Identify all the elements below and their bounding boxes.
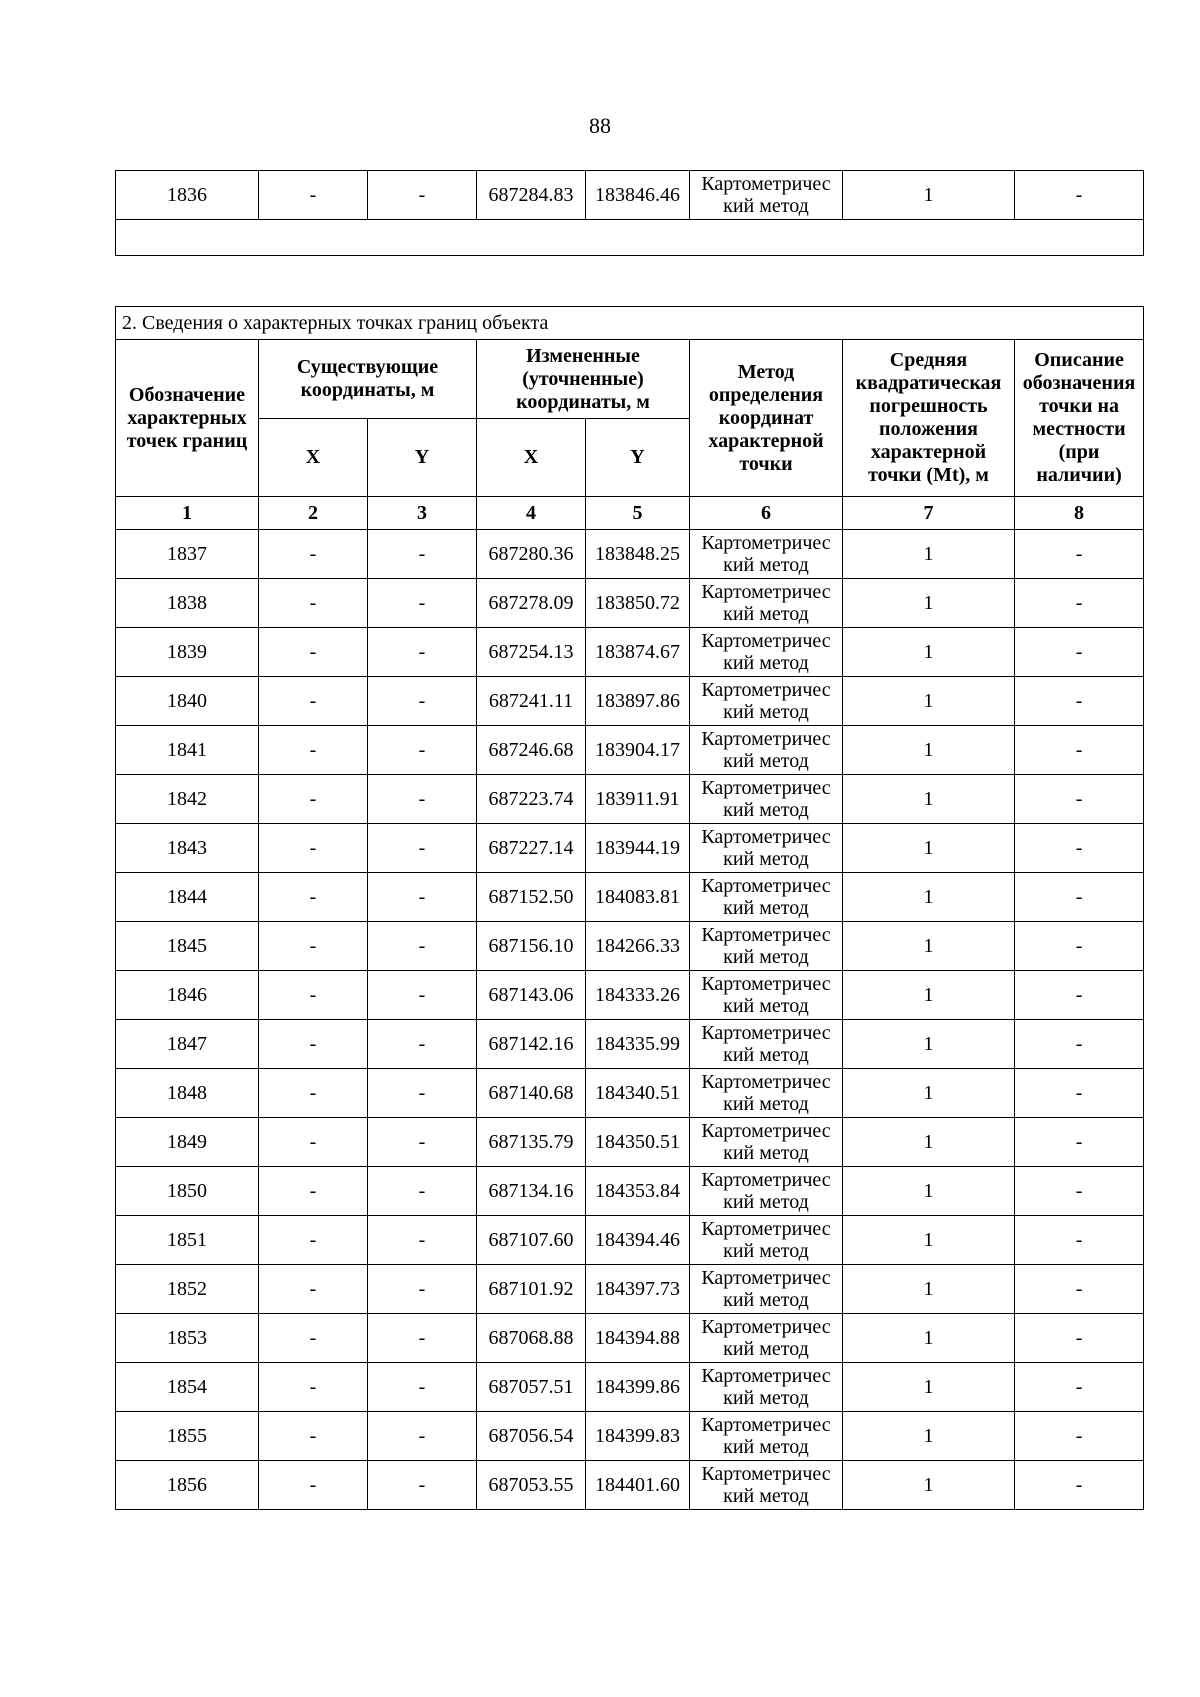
cell-method: Картометричес кий метод <box>690 726 843 775</box>
cell-existing-y: - <box>368 530 477 579</box>
cell-existing-x: - <box>259 1461 368 1510</box>
header-method: Метод определения координат характерной точки <box>690 340 843 497</box>
cell-description: - <box>1015 1167 1144 1216</box>
table-row <box>116 1363 1144 1412</box>
cell-new-x: 687284.83 <box>477 171 586 220</box>
cell-mt: 1 <box>843 1020 1015 1069</box>
cell-new-x: 687068.88 <box>477 1314 586 1363</box>
cell-point: 1838 <box>116 579 259 628</box>
cell-description: - <box>1015 1461 1144 1510</box>
cell-description: - <box>1015 873 1144 922</box>
cell-new-x: 687227.14 <box>477 824 586 873</box>
cell-point: 1844 <box>116 873 259 922</box>
cell-point: 1839 <box>116 628 259 677</box>
header-changed-x: X <box>477 419 586 497</box>
cell-method: Картометричес кий метод <box>690 1118 843 1167</box>
cell-new-x: 687152.50 <box>477 873 586 922</box>
cell-new-x: 687142.16 <box>477 1020 586 1069</box>
cell-existing-y: - <box>368 824 477 873</box>
cell-existing-x: - <box>259 1069 368 1118</box>
cell-existing-y: - <box>368 775 477 824</box>
cell-new-x: 687241.11 <box>477 677 586 726</box>
cell-point: 1853 <box>116 1314 259 1363</box>
cell-point: 1848 <box>116 1069 259 1118</box>
cell-description: - <box>1015 1069 1144 1118</box>
cell-existing-x: - <box>259 1265 368 1314</box>
header-point: Обозначение характерных точек границ <box>116 340 259 497</box>
empty-row <box>116 220 1144 256</box>
cell-new-x: 687057.51 <box>477 1363 586 1412</box>
table-row <box>116 873 1144 922</box>
cell-existing-x: - <box>259 726 368 775</box>
cell-existing-x: - <box>259 1314 368 1363</box>
cell-existing-x: - <box>259 775 368 824</box>
header-existing: Существующие координаты, м <box>259 340 477 419</box>
cell-existing-x: - <box>259 873 368 922</box>
cell-method: Картометричес кий метод <box>690 530 843 579</box>
cell-description: - <box>1015 1118 1144 1167</box>
cell-existing-y: - <box>368 1314 477 1363</box>
cell-new-y: 183944.19 <box>586 824 690 873</box>
cell-point: 1856 <box>116 1461 259 1510</box>
cell-existing-x: - <box>259 1412 368 1461</box>
cell-method: Картометричес кий метод <box>690 824 843 873</box>
cell-new-y: 184399.86 <box>586 1363 690 1412</box>
cell-existing-y: - <box>368 1412 477 1461</box>
cell-description: - <box>1015 726 1144 775</box>
cell-new-y: 184394.46 <box>586 1216 690 1265</box>
table-row <box>116 971 1144 1020</box>
cell-existing-y: - <box>368 1167 477 1216</box>
cell-new-x: 687278.09 <box>477 579 586 628</box>
cell-new-x: 687053.55 <box>477 1461 586 1510</box>
cell-mt: 1 <box>843 1461 1015 1510</box>
cell-new-y: 183874.67 <box>586 628 690 677</box>
cell-existing-x: - <box>259 1118 368 1167</box>
cell-existing-x: - <box>259 579 368 628</box>
boundary-points-table <box>115 306 1144 1510</box>
cell-point: 1849 <box>116 1118 259 1167</box>
cell-point: 1855 <box>116 1412 259 1461</box>
cell-existing-y: - <box>368 873 477 922</box>
table-row <box>116 1314 1144 1363</box>
cell-new-y: 183850.72 <box>586 579 690 628</box>
header-changed-y: Y <box>586 419 690 497</box>
cell-new-y: 184394.88 <box>586 1314 690 1363</box>
cell-existing-x: - <box>259 922 368 971</box>
cell-description: - <box>1015 824 1144 873</box>
cell-new-y: 184401.60 <box>586 1461 690 1510</box>
cell-method: Картометричес кий метод <box>690 628 843 677</box>
cell-point: 1846 <box>116 971 259 1020</box>
cell-description: - <box>1015 1265 1144 1314</box>
cell-new-x: 687280.36 <box>477 530 586 579</box>
table-row <box>116 824 1144 873</box>
cell-method: Картометричес кий метод <box>690 1412 843 1461</box>
cell-mt: 1 <box>843 824 1015 873</box>
cell-existing-y: - <box>368 171 477 220</box>
cell-mt: 1 <box>843 971 1015 1020</box>
cell-new-x: 687140.68 <box>477 1069 586 1118</box>
cell-description: - <box>1015 971 1144 1020</box>
cell-point: 1852 <box>116 1265 259 1314</box>
cell-existing-x: - <box>259 677 368 726</box>
table-row <box>116 1020 1144 1069</box>
table-row <box>116 1461 1144 1510</box>
cell-existing-y: - <box>368 922 477 971</box>
cell-mt: 1 <box>843 922 1015 971</box>
cell-description: - <box>1015 1412 1144 1461</box>
header-changed: Измененные (уточненные) координаты, м <box>477 340 690 419</box>
cell-mt: 1 <box>843 1265 1015 1314</box>
table-row <box>116 775 1144 824</box>
cell-existing-x: - <box>259 971 368 1020</box>
cell-description: - <box>1015 922 1144 971</box>
cell-point: 1850 <box>116 1167 259 1216</box>
cell-mt: 1 <box>843 628 1015 677</box>
cell-mt: 1 <box>843 1412 1015 1461</box>
cell-description: - <box>1015 628 1144 677</box>
column-number: 2 <box>259 497 368 530</box>
cell-new-y: 183904.17 <box>586 726 690 775</box>
cell-new-x: 687156.10 <box>477 922 586 971</box>
cell-existing-x: - <box>259 171 368 220</box>
cell-method: Картометричес кий метод <box>690 677 843 726</box>
column-number: 6 <box>690 497 843 530</box>
cell-existing-y: - <box>368 1069 477 1118</box>
cell-method: Картометричес кий метод <box>690 171 843 220</box>
cell-existing-y: - <box>368 677 477 726</box>
cell-mt: 1 <box>843 775 1015 824</box>
cell-method: Картометричес кий метод <box>690 922 843 971</box>
column-numbers-row <box>116 497 1144 530</box>
cell-new-y: 184335.99 <box>586 1020 690 1069</box>
cell-new-y: 183846.46 <box>586 171 690 220</box>
cell-existing-x: - <box>259 1020 368 1069</box>
cell-existing-x: - <box>259 530 368 579</box>
cell-new-y: 184350.51 <box>586 1118 690 1167</box>
cell-method: Картометричес кий метод <box>690 775 843 824</box>
table-row <box>116 1118 1144 1167</box>
cell-existing-x: - <box>259 1363 368 1412</box>
column-number: 8 <box>1015 497 1144 530</box>
cell-new-y: 184353.84 <box>586 1167 690 1216</box>
cell-point: 1836 <box>116 171 259 220</box>
cell-new-y: 184399.83 <box>586 1412 690 1461</box>
table-row <box>116 1069 1144 1118</box>
cell-description: - <box>1015 1020 1144 1069</box>
cell-new-y: 183848.25 <box>586 530 690 579</box>
cell-existing-x: - <box>259 824 368 873</box>
header-existing-x: X <box>259 419 368 497</box>
table-row <box>116 171 1144 220</box>
column-number: 3 <box>368 497 477 530</box>
cell-point: 1847 <box>116 1020 259 1069</box>
column-number: 7 <box>843 497 1015 530</box>
cell-method: Картометричес кий метод <box>690 971 843 1020</box>
cell-existing-y: - <box>368 1020 477 1069</box>
cell-mt: 1 <box>843 530 1015 579</box>
table-row <box>116 628 1144 677</box>
header-mt: Средняя квадратическая погрешность положения характерной точки (Mt), м <box>843 340 1015 497</box>
cell-existing-x: - <box>259 1216 368 1265</box>
cell-method: Картометричес кий метод <box>690 1216 843 1265</box>
cell-method: Картометричес кий метод <box>690 1363 843 1412</box>
cell-mt: 1 <box>843 677 1015 726</box>
cell-existing-y: - <box>368 971 477 1020</box>
cell-mt: 1 <box>843 1167 1015 1216</box>
cell-existing-y: - <box>368 1461 477 1510</box>
cell-mt: 1 <box>843 579 1015 628</box>
cell-new-x: 687246.68 <box>477 726 586 775</box>
cell-method: Картометричес кий метод <box>690 1265 843 1314</box>
continued-table <box>115 170 1144 256</box>
cell-mt: 1 <box>843 171 1015 220</box>
cell-description: - <box>1015 1216 1144 1265</box>
cell-point: 1841 <box>116 726 259 775</box>
table-body <box>116 530 1144 1510</box>
cell-method: Картометричес кий метод <box>690 1167 843 1216</box>
cell-point: 1842 <box>116 775 259 824</box>
section-title: 2. Сведения о характерных точках границ объекта <box>116 307 1144 340</box>
cell-existing-y: - <box>368 1118 477 1167</box>
cell-mt: 1 <box>843 1118 1015 1167</box>
cell-existing-y: - <box>368 1216 477 1265</box>
cell-description: - <box>1015 530 1144 579</box>
column-number: 5 <box>586 497 690 530</box>
cell-method: Картометричес кий метод <box>690 1069 843 1118</box>
cell-point: 1845 <box>116 922 259 971</box>
table-row <box>116 530 1144 579</box>
cell-new-x: 687056.54 <box>477 1412 586 1461</box>
table-row <box>116 677 1144 726</box>
cell-new-x: 687134.16 <box>477 1167 586 1216</box>
cell-new-x: 687254.13 <box>477 628 586 677</box>
cell-new-y: 183911.91 <box>586 775 690 824</box>
cell-description: - <box>1015 1314 1144 1363</box>
cell-point: 1851 <box>116 1216 259 1265</box>
cell-point: 1840 <box>116 677 259 726</box>
table-row <box>116 1412 1144 1461</box>
cell-description: - <box>1015 775 1144 824</box>
cell-existing-y: - <box>368 1363 477 1412</box>
cell-new-y: 184340.51 <box>586 1069 690 1118</box>
cell-mt: 1 <box>843 873 1015 922</box>
cell-existing-y: - <box>368 628 477 677</box>
table-row <box>116 922 1144 971</box>
cell-existing-y: - <box>368 1265 477 1314</box>
cell-existing-y: - <box>368 726 477 775</box>
cell-mt: 1 <box>843 1363 1015 1412</box>
cell-point: 1843 <box>116 824 259 873</box>
table-row <box>116 1216 1144 1265</box>
cell-description: - <box>1015 677 1144 726</box>
cell-method: Картометричес кий метод <box>690 873 843 922</box>
table-row <box>116 1167 1144 1216</box>
header-description: Описание обозначения точки на местности (при наличии) <box>1015 340 1144 497</box>
cell-method: Картометричес кий метод <box>690 1314 843 1363</box>
column-number: 4 <box>477 497 586 530</box>
cell-existing-y: - <box>368 579 477 628</box>
cell-new-x: 687135.79 <box>477 1118 586 1167</box>
table-row <box>116 726 1144 775</box>
cell-point: 1854 <box>116 1363 259 1412</box>
cell-new-x: 687101.92 <box>477 1265 586 1314</box>
cell-new-y: 183897.86 <box>586 677 690 726</box>
cell-mt: 1 <box>843 726 1015 775</box>
page-number: 88 <box>589 113 611 138</box>
cell-new-x: 687143.06 <box>477 971 586 1020</box>
header-existing-y: Y <box>368 419 477 497</box>
cell-new-x: 687223.74 <box>477 775 586 824</box>
cell-description: - <box>1015 579 1144 628</box>
cell-existing-x: - <box>259 628 368 677</box>
cell-method: Картометричес кий метод <box>690 1461 843 1510</box>
cell-method: Картометричес кий метод <box>690 1020 843 1069</box>
cell-existing-x: - <box>259 1167 368 1216</box>
cell-point: 1837 <box>116 530 259 579</box>
cell-new-y: 184397.73 <box>586 1265 690 1314</box>
cell-description: - <box>1015 1363 1144 1412</box>
table-row <box>116 1265 1144 1314</box>
cell-mt: 1 <box>843 1314 1015 1363</box>
column-number: 1 <box>116 497 259 530</box>
cell-mt: 1 <box>843 1069 1015 1118</box>
cell-description: - <box>1015 171 1144 220</box>
cell-new-x: 687107.60 <box>477 1216 586 1265</box>
cell-new-y: 184333.26 <box>586 971 690 1020</box>
cell-new-y: 184266.33 <box>586 922 690 971</box>
cell-method: Картометричес кий метод <box>690 579 843 628</box>
table-row <box>116 579 1144 628</box>
cell-new-y: 184083.81 <box>586 873 690 922</box>
cell-mt: 1 <box>843 1216 1015 1265</box>
